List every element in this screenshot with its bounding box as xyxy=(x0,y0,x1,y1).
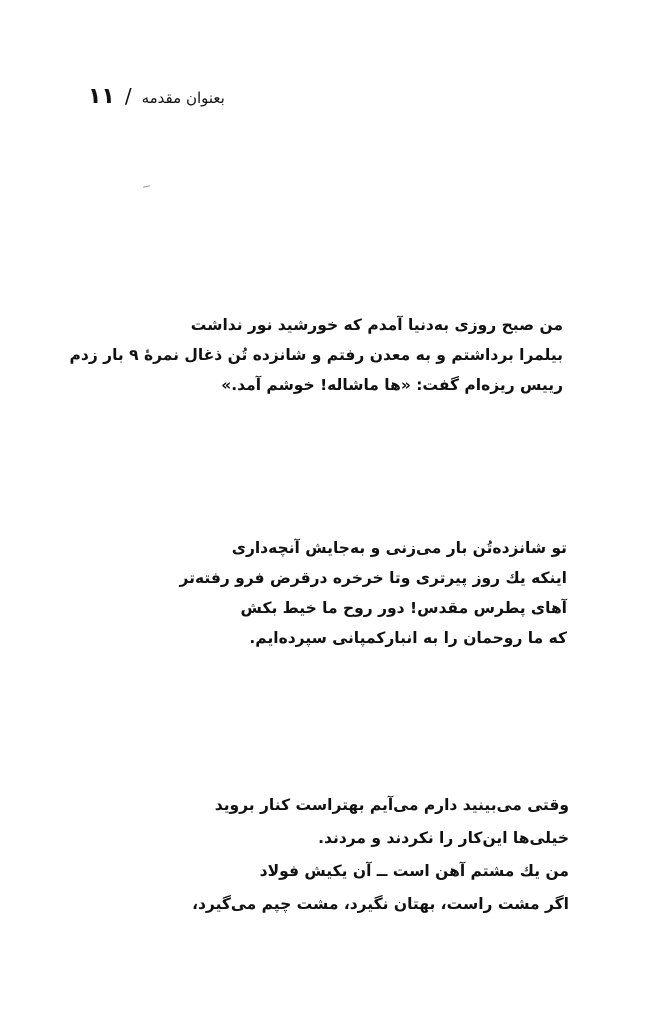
verse-line: خیلی‌ها این‌کار را نکردند و مردند. xyxy=(318,829,569,847)
verse-line: وقتی می‌بینید دارم می‌آیم بهتراست کنار بروید xyxy=(214,796,569,814)
verse-line: رییس ریزه‌ام گفت: «ها ماشاله! خوشم آمد.» xyxy=(221,376,563,394)
running-title: بعنوان مقدمه xyxy=(141,89,225,107)
verse-line: که ما روحمان را به انبارکمپانی سپرده‌ایم. xyxy=(249,629,567,647)
verse-line: بیلمرا برداشتم و به معدن رفتم و شانزده تُن ذغال نمرهٔ ۹ بار زدم xyxy=(69,346,563,364)
scan-speck xyxy=(143,185,150,187)
stanza-1 xyxy=(70,310,563,400)
verse-line: آهای پطرس مقدس! دور روح ما خیط بکش xyxy=(240,599,567,617)
running-header xyxy=(88,84,225,109)
stanza-3 xyxy=(192,789,569,921)
verse-line: اگر مشت راست، بهتان نگیرد، مشت چپم می‌گیرد، xyxy=(192,895,569,913)
verse-line: اینکه یك روز پیرتری وتا خرخره درقرض فرو رفته‌تر xyxy=(179,569,567,587)
verse-line: من یك مشتم آهن است ــ آن یکیش فولاد xyxy=(259,862,569,880)
page-number: ١١ xyxy=(88,84,115,109)
stanza-2 xyxy=(180,533,568,653)
header-separator: / xyxy=(124,84,132,108)
verse-line: من صبح روزی به‌دنیا آمدم که خورشید نور نداشت xyxy=(190,316,563,334)
verse-line: تو شانزده‌تُن بار می‌زنی و به‌جایش آنچه‌داری xyxy=(231,539,567,557)
